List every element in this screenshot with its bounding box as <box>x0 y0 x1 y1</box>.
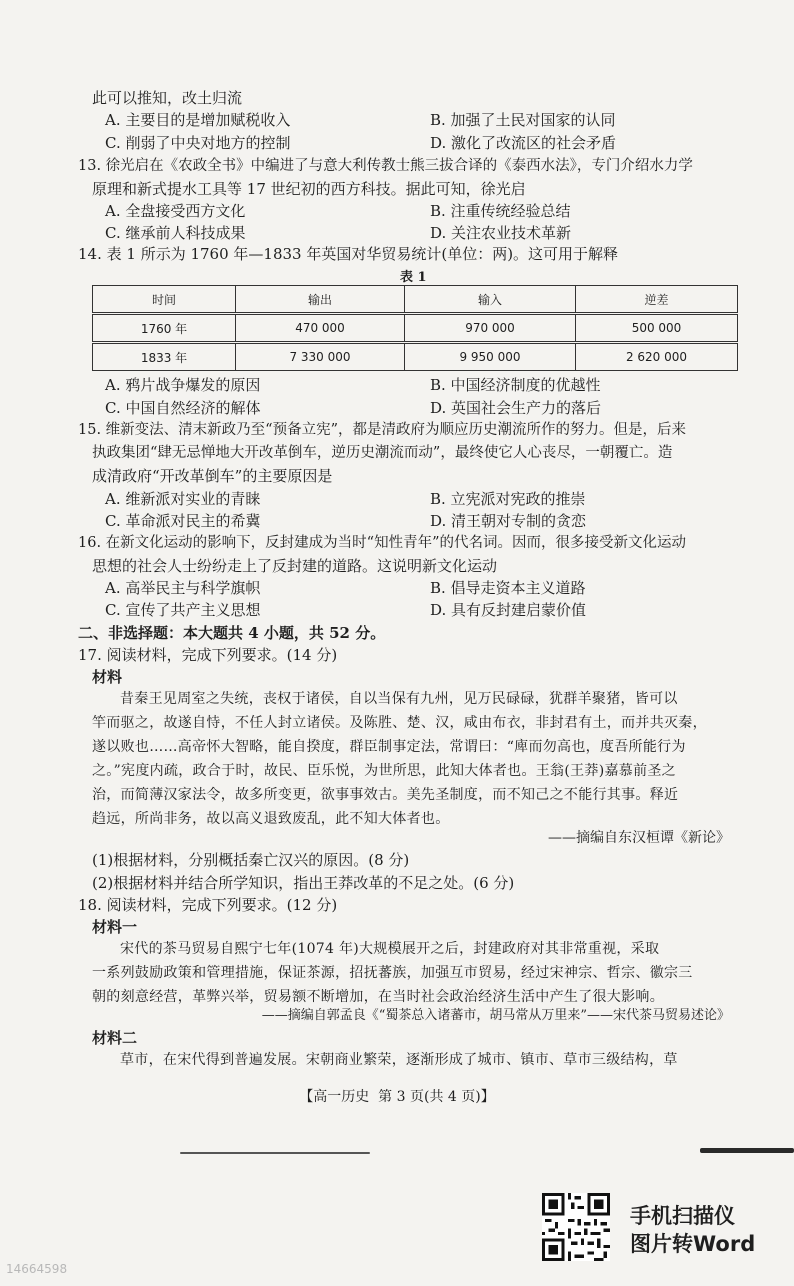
q14-option-b: B. 中国经济制度的优越性 <box>430 376 601 394</box>
q13-option-b: B. 注重传统经验总结 <box>430 202 571 220</box>
q16-stem-line1: 16. 在新文化运动的影响下，反封建成为当时“知性青年”的代名词。因而，很多接受新文化运动 <box>78 535 686 551</box>
table-cell: 1833 年 <box>93 343 236 371</box>
table-cell: 2 620 000 <box>576 343 738 371</box>
q18-material1-line: 宋代的茶马贸易自熙宁七年(1074 年)大规模展开之后，封建政府对其非常重视，采取 <box>120 941 660 957</box>
q12-stem-end: 此可以推知，改土归流 <box>92 89 243 107</box>
q16-option-b: B. 倡导走资本主义道路 <box>430 579 586 597</box>
table-header-cell: 时间 <box>93 286 236 314</box>
q16-stem-line2: 思想的社会人士纷纷走上了反封建的道路。这说明新文化运动 <box>92 557 498 575</box>
q15-option-a: A. 维新派对实业的青睐 <box>105 490 261 508</box>
scan-mark <box>700 1148 794 1153</box>
q15-stem-line3: 成清政府“开改革倒车”的主要原因是 <box>92 467 333 485</box>
q18-material1-line: 一系列鼓励政策和管理措施，保证茶源，招抚蕃族，加强互市贸易，经过宋神宗、哲宗、徽宗三 <box>92 965 693 981</box>
q12-option-c: C. 削弱了中央对地方的控制 <box>105 134 291 152</box>
q18-material2-line: 草市，在宋代得到普遍发展。宋朝商业繁荣，逐渐形成了城市、镇市、草市三级结构，草 <box>120 1052 678 1068</box>
footer-bracket-left: 【 <box>299 1089 314 1105</box>
page-footer <box>0 1086 794 1106</box>
table-cell: 500 000 <box>576 314 738 343</box>
scan-mark <box>180 1152 370 1154</box>
q12-option-b: B. 加强了土民对国家的认同 <box>430 111 616 129</box>
q17-material-line: 趋远，所尚非务，故以高义退致废乱，此不知大体者也。 <box>92 811 450 827</box>
q14-option-d: D. 英国社会生产力的落后 <box>430 399 602 417</box>
q18-material2-label: 材料二 <box>92 1029 138 1047</box>
q14-option-a: A. 鸦片战争爆发的原因 <box>105 376 261 394</box>
q18-material1-source: ——摘编自郭孟良《“蜀茶总入诸蕃市，胡马常从万里来”——宋代茶马贸易述论》 <box>261 1008 730 1023</box>
q13-option-c: C. 继承前人科技成果 <box>105 224 246 242</box>
table-header-row <box>93 286 738 314</box>
q17-requirement-2: (2)根据材料并结合所学知识，指出王莽改革的不足之处。(6 分) <box>92 874 515 892</box>
table-header-cell: 逆差 <box>576 286 738 314</box>
q14-stem-line1: 14. 表 1 所示为 1760 年—1833 年英国对华贸易统计(单位：两)。这可用于解释 <box>78 245 619 263</box>
q17-requirement-1: (1)根据材料，分别概括秦亡汉兴的原因。(8 分) <box>92 851 410 869</box>
q15-option-d: D. 清王朝对专制的贪恋 <box>430 512 587 530</box>
q17-source: ——摘编自东汉桓谭《新论》 <box>548 830 730 846</box>
table-header-cell: 输入 <box>405 286 576 314</box>
table-cell: 7 330 000 <box>236 343 405 371</box>
footer-bracket-right: 】 <box>480 1089 495 1105</box>
q18-material1-line: 朝的刻意经营，革弊兴举，贸易额不断增加，在当时社会政治经济生活中产生了很大影响。 <box>92 989 664 1005</box>
q12-option-d: D. 激化了改流区的社会矛盾 <box>430 134 617 152</box>
page-id: 14664598 <box>6 1262 68 1276</box>
q15-option-b: B. 立宪派对宪政的推崇 <box>430 490 586 508</box>
q17-material-line: 遂以败也……高帝怀大智略，能自揆度，群臣制事定法，常谓曰：“庳而勿高也，度吾所能行为 <box>92 739 686 755</box>
q15-stem-line1: 15. 维新变法、清末新政乃至“预备立宪”，都是清政府为顺应历史潮流所作的努力。但是，后来 <box>78 422 686 438</box>
q16-option-d: D. 具有反封建启蒙价值 <box>430 601 587 619</box>
q17-title: 17. 阅读材料，完成下列要求。(14 分) <box>78 646 338 664</box>
footer-page-number: 第 3 页(共 4 页) <box>378 1089 481 1105</box>
watermark-line2: 图片转Word <box>630 1232 756 1256</box>
q13-option-a: A. 全盘接受西方文化 <box>105 202 246 220</box>
table-cell: 9 950 000 <box>405 343 576 371</box>
q17-material-line: 昔秦王见周室之失统，丧权于诸侯，自以当保有九州，见万民碌碌，犹群羊聚猪，皆可以 <box>120 691 678 707</box>
footer-subject: 高一历史 <box>313 1089 370 1105</box>
q15-option-c: C. 革命派对民主的希冀 <box>105 512 261 530</box>
table-cell: 470 000 <box>236 314 405 343</box>
table-cell: 970 000 <box>405 314 576 343</box>
table-cell: 1760 年 <box>93 314 236 343</box>
q13-option-d: D. 关注农业技术革新 <box>430 224 572 242</box>
table-row <box>93 314 738 343</box>
trade-table <box>92 285 738 371</box>
table-caption: 表 1 <box>400 270 427 285</box>
q12-option-a: A. 主要目的是增加赋税收入 <box>105 111 291 129</box>
q13-stem-line2: 原理和新式提水工具等 17 世纪初的西方科技。据此可知，徐光启 <box>92 180 526 198</box>
q18-material1-label: 材料一 <box>92 918 138 936</box>
q17-material-line: 竿而驱之，故遂自恃，不任人封立诸侯。及陈胜、楚、汉，咸由布衣，非封君有土，而并共灭秦， <box>92 715 707 731</box>
q17-material-line: 治，而简薄汉家法令，故多所变更，欲事事效古。美先圣制度，而不知己之不能行其事。释近 <box>92 787 679 803</box>
table-row <box>93 343 738 371</box>
q15-stem-line2: 执政集团“肆无忌惮地大开改革倒车，逆历史潮流而动”，最终使它人心丧尽，一朝覆亡。造 <box>92 445 673 461</box>
q13-stem-line1: 13. 徐光启在《农政全书》中编进了与意大利传教士熊三拔合译的《泰西水法》，专门介绍水力学 <box>78 158 693 174</box>
q16-option-a: A. 高举民主与科学旗帜 <box>105 579 261 597</box>
q14-option-c: C. 中国自然经济的解体 <box>105 399 261 417</box>
qr-code <box>542 1193 610 1261</box>
q18-title: 18. 阅读材料，完成下列要求。(12 分) <box>78 896 338 914</box>
q17-material-label: 材料 <box>92 668 123 686</box>
q16-option-c: C. 宣传了共产主义思想 <box>105 601 261 619</box>
watermark-line1: 手机扫描仪 <box>630 1204 735 1228</box>
q17-material-line: 之。”宪度内疏，政合于时，故民、臣乐悦，为世所思，此知大体者也。王翁(王莽)嘉慕前圣之 <box>92 763 676 779</box>
table-header-cell: 输出 <box>236 286 405 314</box>
section-heading: 二、非选择题：本大题共 4 小题，共 52 分。 <box>78 624 386 642</box>
